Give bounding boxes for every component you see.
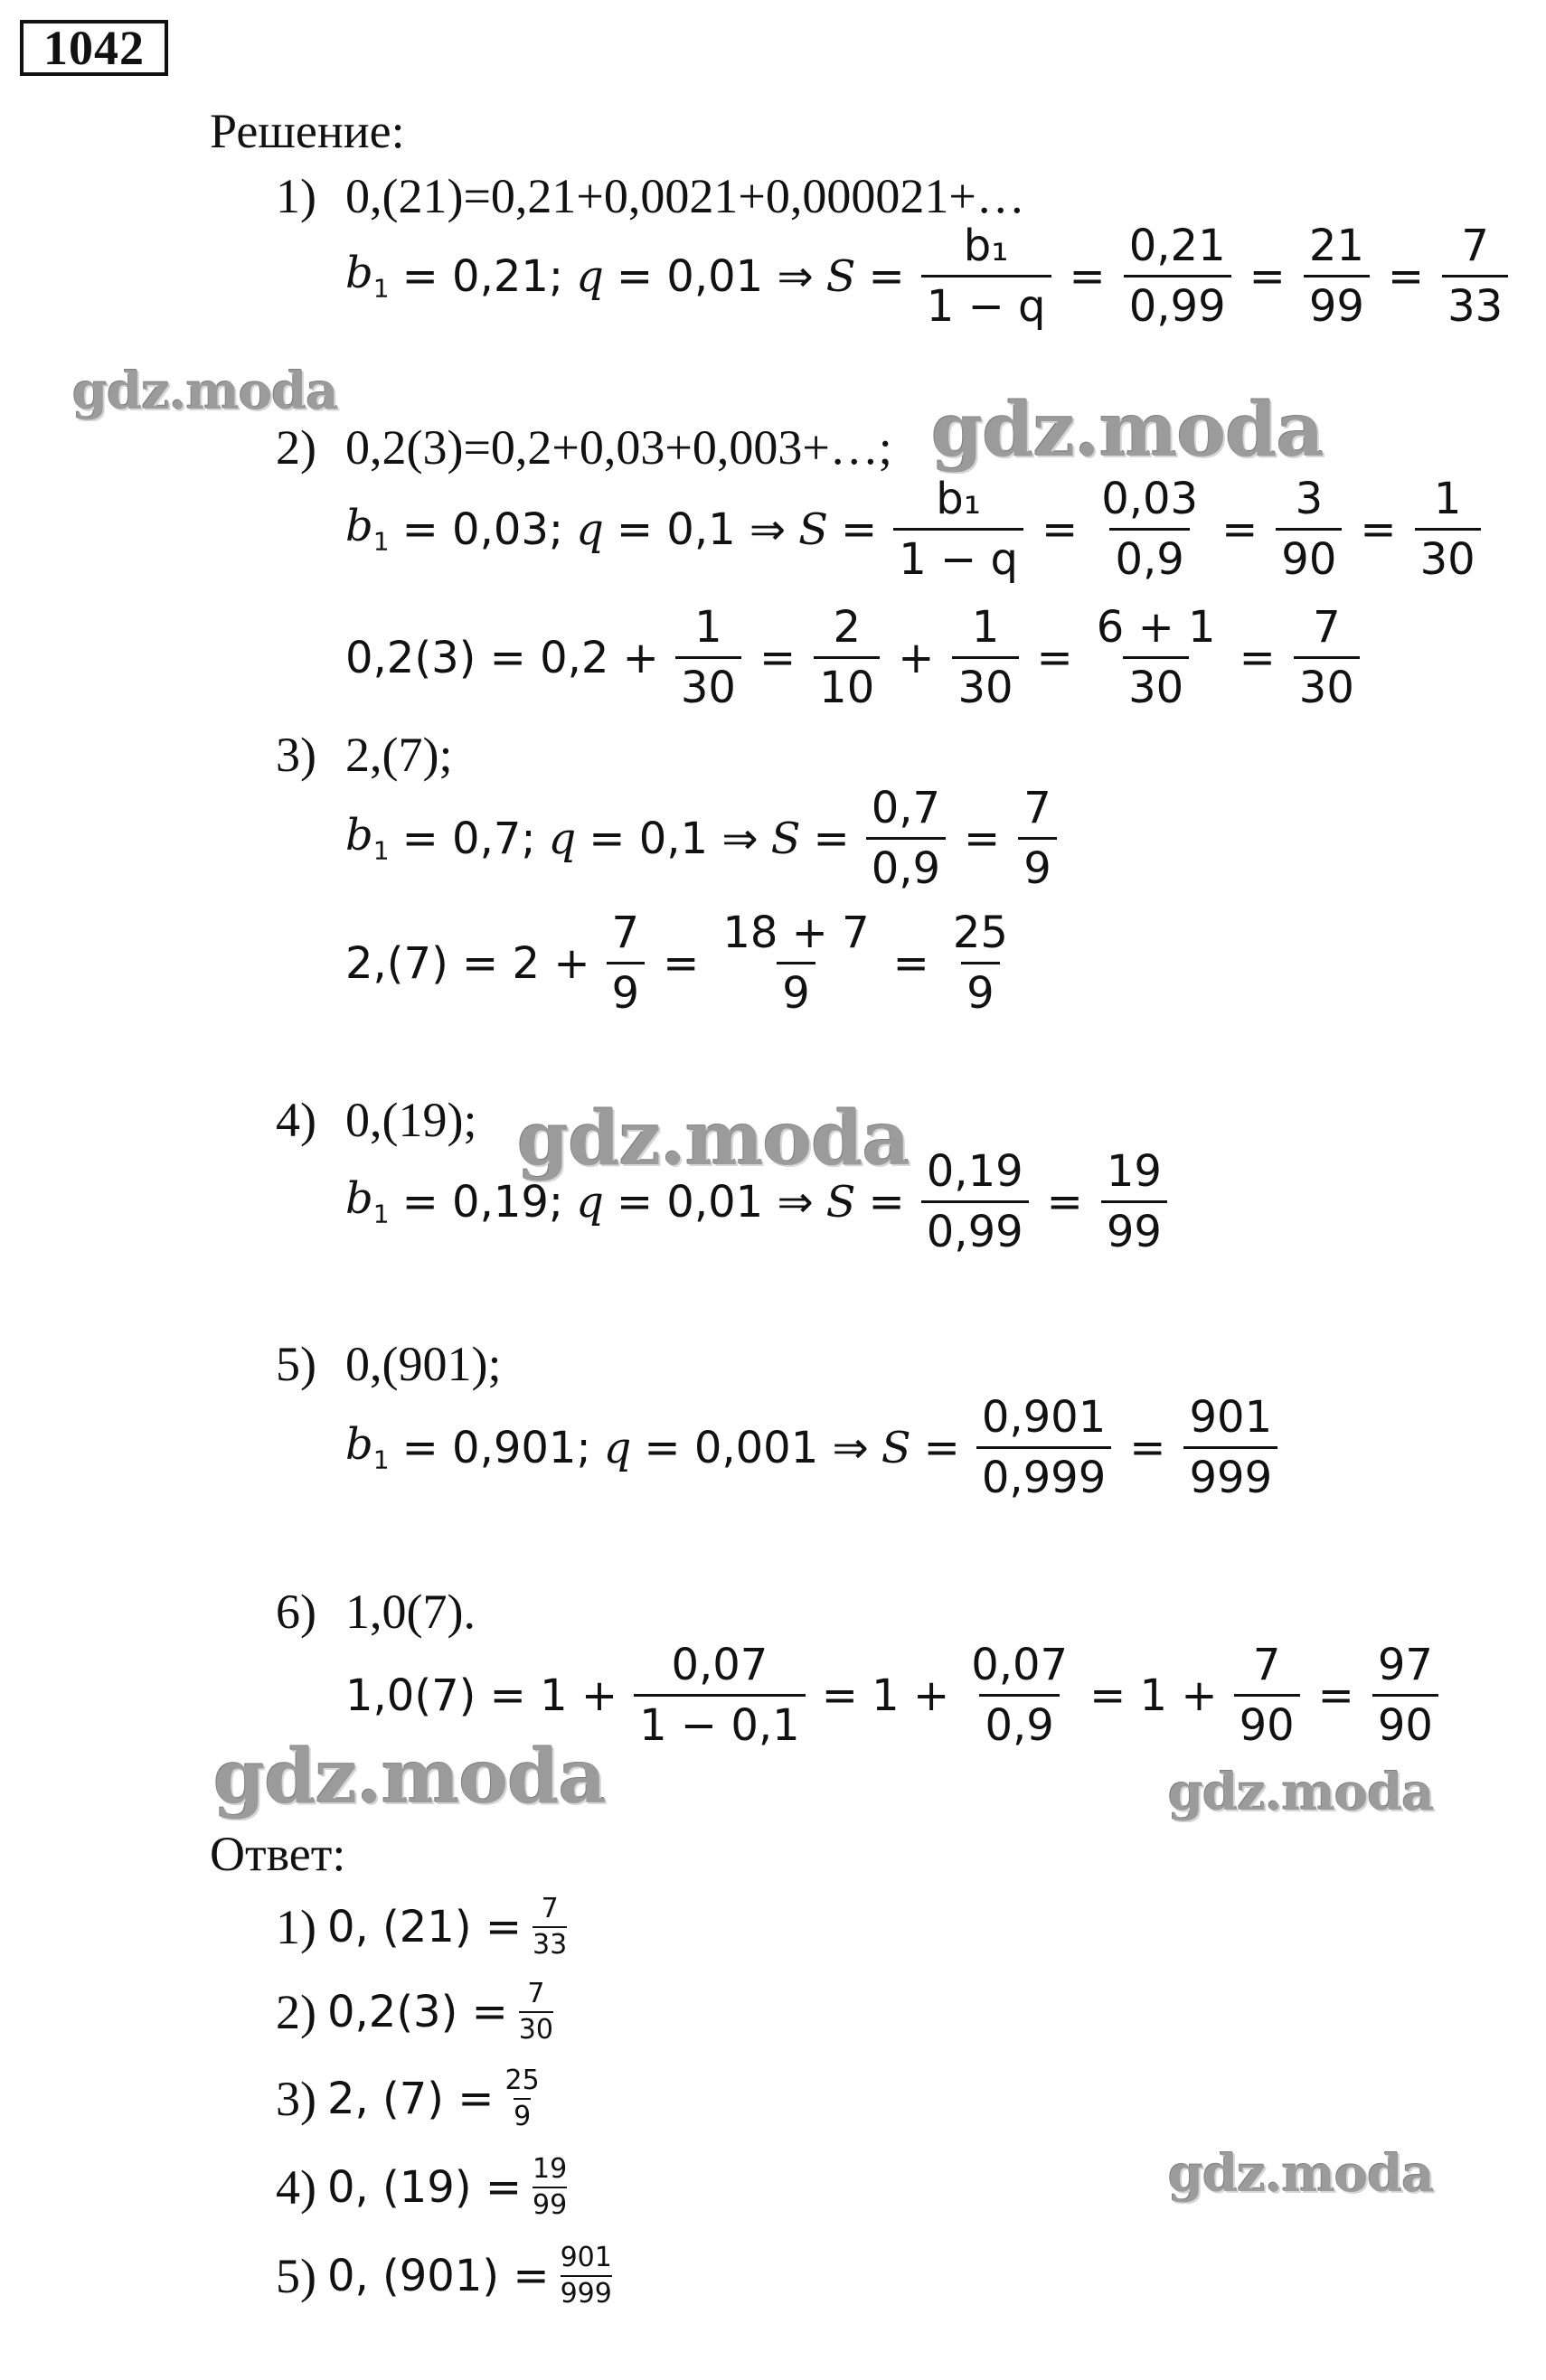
watermark: gdz.moda [213, 1734, 606, 1820]
item-4-formula: $b_1$ = 0,19; q = 0,01 ⇒ S = $\frac{0,19}{0,99}$ = $\frac{19}{99}$ [345, 1150, 1171, 1254]
answer-row: 2) 0,2(3) = $\frac{7}{30}$ [276, 1978, 553, 2046]
answer-label: Ответ: [210, 1827, 346, 1881]
item-1-formula: $b_1$ = 0,21; q = 0,01 ⇒ S = $\frac{\text{b₁}}{1 - q}$ = $\frac{0,21}{0,99}$ = $\frac{21}{99}$ = $\frac{7}{33}$ [345, 224, 1512, 328]
item-2-formula: $b_1$ = 0,03; q = 0,1 ⇒ S = $\frac{\text{b₁}}{1 - q}$ = $\frac{0,03}{0,9}$ = $\frac{3}{90}$ = $\frac{1}{30}$ [345, 477, 1485, 581]
item-1-number: 1) [276, 169, 316, 223]
item-6-formula: 1,0(7) = 1 + $\frac{0,07}{1 - 0,1}$ = 1 + $\frac{0,07}{0,9}$ = 1 + $\frac{7}{90}$ = $\frac{97}{90}$ [345, 1643, 1442, 1747]
item-6-statement: 1,0(7). [345, 1585, 476, 1639]
item-3-formula: $b_1$ = 0,7; q = 0,1 ⇒ S = $\frac{0,7}{0,9}$ = $\frac{7}{9}$ [345, 786, 1061, 890]
item-4-number: 4) [276, 1093, 316, 1147]
item-4-statement: 0,(19); [345, 1093, 477, 1147]
item-5-formula: $b_1$ = 0,901; q = 0,001 ⇒ S = $\frac{0,901}{0,999}$ = $\frac{901}{999}$ [345, 1396, 1281, 1500]
item-3-conversion: 2,(7) = 2 + $\frac{7}{9}$ = $\frac{18 + 7}{9}$ = $\frac{25}{9}$ [345, 908, 1008, 1019]
answer-row: 3) 2, (7) = $\frac{25}{9}$ [276, 2065, 540, 2132]
watermark: gdz.moda [1168, 1763, 1434, 1822]
item-5-number: 5) [276, 1337, 316, 1391]
watermark: gdz.moda [1168, 2144, 1434, 2204]
item-5-statement: 0,(901); [345, 1337, 502, 1391]
item-3-statement: 2,(7); [345, 728, 453, 782]
task-number: 1042 [20, 20, 168, 76]
item-2-conversion: 0,2(3) = 0,2 + $\frac{1}{30}$ = $\frac{2}{10}$ + $\frac{1}{30}$ = $\frac{6 + 1}{30}$ = $\frac{7}{30}$ [345, 606, 1363, 710]
item-6-number: 6) [276, 1585, 316, 1639]
watermark: gdz.moda [72, 362, 338, 421]
item-1-statement: 0,(21)=0,21+0,0021+0,000021+… [345, 169, 1025, 223]
watermark: gdz.moda [931, 387, 1324, 474]
item-2-statement: 0,2(3)=0,2+0,03+0,003+…; [345, 420, 892, 475]
watermark: gdz.moda [517, 1096, 910, 1182]
item-3-number: 3) [276, 728, 316, 782]
answer-row: 4) 0, (19) = $\frac{19}{99}$ [276, 2153, 568, 2221]
item-2-number: 2) [276, 420, 316, 475]
answer-row: 5) 0, (901) = $\frac{901}{999}$ [276, 2242, 612, 2309]
solution-label: Решение: [210, 104, 405, 158]
answer-row: 1) 0, (21) = $\frac{7}{33}$ [276, 1893, 568, 1961]
